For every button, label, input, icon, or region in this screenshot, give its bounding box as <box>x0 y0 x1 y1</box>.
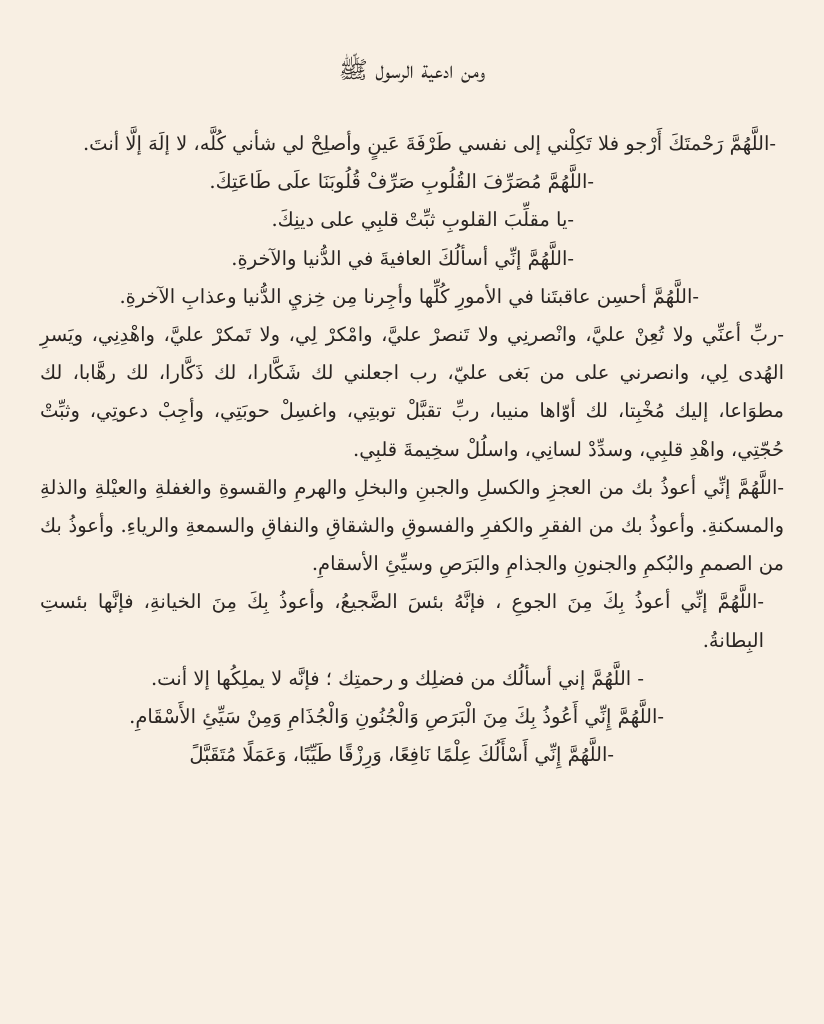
dua-list <box>40 125 784 774</box>
dua-item: -اللَّهُمَّ مُصَرِّفَ القُلُوبِ صَرِّفْ قُلُوبَنَا علَى طَاعَتِكَ. <box>209 170 594 194</box>
dua-item: -اللَّهُمَّ إنِّي أسألُكَ العافيةَ في الدُّنيا والآخرةِ. <box>231 246 574 270</box>
dua-item: -يا مقلِّبَ القلوبِ ثبِّتْ قلبِي على دينِكَ. <box>271 208 574 232</box>
dua-item: -اللَّهُمَّ إنِّي أعوذُ بِكَ مِنَ الجوعِ ، فإنَّهُ بئسَ الضَّجيعُ، وأعوذُ بِكَ مِنَ الخيانةِ، فإنَّها بئستِ البِطانةُ. <box>40 590 764 652</box>
dua-item: -اللَّهُمَّ إِنِّي أَسْأَلُكَ عِلْمًا نَافِعًا، وَرِزْقًا طَيِّبًا، وَعَمَلًا مُتَقَبَّلً <box>189 743 614 767</box>
dua-item: -اللَّهُمَّ رَحْمتَكَ أَرْجو فلا تَكِلْني إلى نفسي طَرْفَةَ عَينٍ وأصلِحْ لي شأني كُلَّه، لا إلَهَ إلَّا أنتَ. <box>82 132 776 155</box>
dua-item: -اللَّهُمَّ أحسِن عاقبتَنا في الأمورِ كُلِّها وأجِرنا مِن خِزيِ الدُّنيا وعذابِ الآخرةِ. <box>119 284 699 308</box>
dua-item: -اللَّهُمَّ إنِّي أعوذُ بك من العجزِ والكسلِ والجبنِ والبخلِ والهرمِ والقسوةِ والغفلةِ والعيْلةِ والذلةِ والمسكنةِ. وأعوذُ بك من الفقرِ والكفرِ والفسوقِ والشقاقِ والنفاقِ والسمعةِ والرياءِ. وأعوذُ بك من الصممِ والبُكمِ والجنونِ والجذامِ والبَرَصِ وسيِّئِ الأسقامِ. <box>40 475 784 576</box>
dua-item: -اللَّهُمَّ إِنِّي أَعُوذُ بِكَ مِنَ الْبَرَصِ وَالْجُنُونِ وَالْجُذَامِ وَمِنْ سَيِّئِ الأَسْقَامِ. <box>129 705 664 729</box>
page-title: ومن ادعية الرسول ﷺ <box>338 56 486 84</box>
dua-item: -ربِّ أعنِّي ولا تُعِنْ عليَّ، وانْصرنِي ولا تَنصرْ عليَّ، وامْكرْ لِي، ولا تَمكرْ عليَّ، واهْدِنِي، ويَسرِ الهُدى لِي، وانصرني على من بَغى عليّ، رب اجعلني لك شَكَّارا، لك ذَكَّارا، لك رهَّابا، لك مطوَاعا، إليك مُخْبِتا، لك أوّاها منيبا، ربِّ تقبَّلْ توبتِي، واغسِلْ حوبَتِي، وأجِبْ دعوتِي، وثبِّتْ حُجّتِي، واهْدِ قلبِي، وسدِّدْ لسانِي، واسلُلْ سخِيمةَ قلبِي. <box>40 323 784 461</box>
dua-item: - اللَّهُمَّ إني أسألُك من فضلِك و رحمتِك ؛ فإنَّه لا يملِكُها إلا أنت. <box>150 666 644 690</box>
